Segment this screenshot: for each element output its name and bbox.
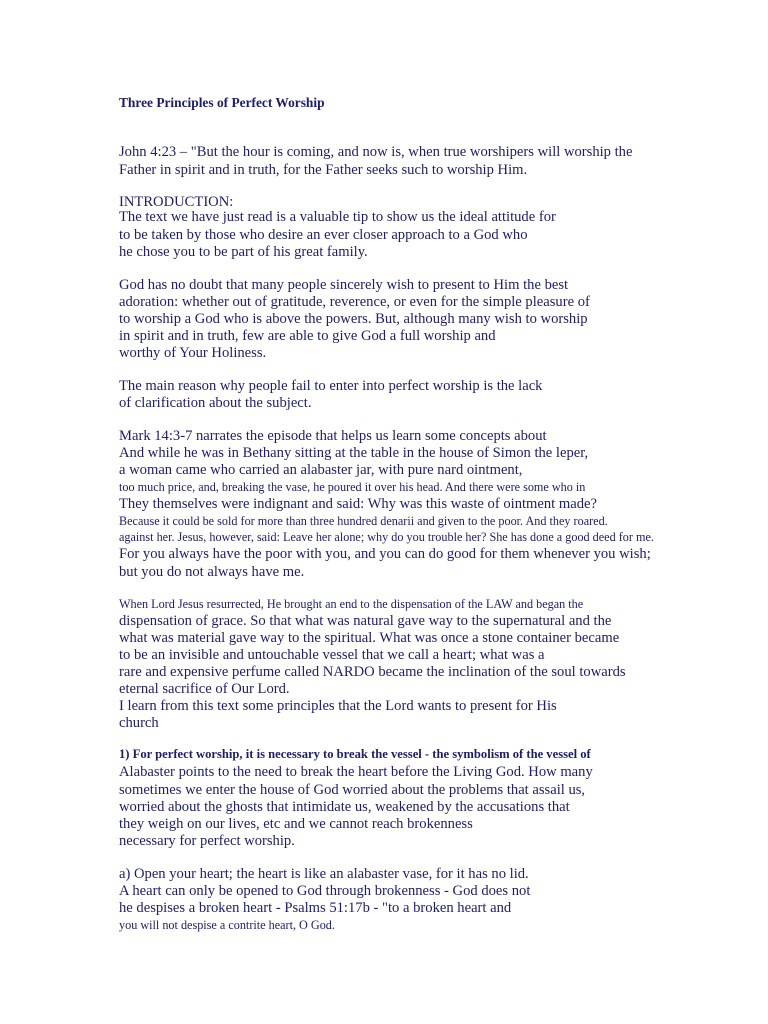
text-line: to be taken by those who desire an ever closer approach to a God who xyxy=(119,227,528,243)
text-line: For you always have the poor with you, and you can do good for them whenever you wish; xyxy=(119,546,651,562)
text-line: he despises a broken heart - Psalms 51:17b - "to a broken heart and xyxy=(119,900,512,916)
text-line: against her. Jesus, however, said: Leave her alone; why do you trouble her? She has done a good deed for me. xyxy=(119,530,654,544)
text-line: rare and expensive perfume called NARDO became the inclination of the soul towards xyxy=(119,664,626,680)
text-line: a) Open your heart; the heart is like an alabaster vase, for it has no lid. xyxy=(119,866,529,882)
text-line: worried about the ghosts that intimidate us, weakened by the accusations that xyxy=(119,799,570,815)
text-line: sometimes we enter the house of God worried about the problems that assail us, xyxy=(119,782,586,798)
text-line: Because it could be sold for more than three hundred denarii and given to the poor. And they roared. xyxy=(119,514,608,528)
text-line: John 4:23 – "But the hour is coming, and now is, when true worshipers will worship the xyxy=(119,144,633,160)
text-line: but you do not always have me. xyxy=(119,564,305,580)
text-line: Mark 14:3-7 narrates the episode that helps us learn some concepts about xyxy=(119,428,547,444)
text-line: too much price, and, breaking the vase, he poured it over his head. And there were some who in xyxy=(119,480,586,494)
principle-heading: 1) For perfect worship, it is necessary to break the vessel - the symbolism of the vessel of xyxy=(119,747,591,761)
text-line: necessary for perfect worship. xyxy=(119,833,295,849)
text-line: They themselves were indignant and said: Why was this waste of ointment made? xyxy=(119,496,597,512)
text-line: they weigh on our lives, etc and we cannot reach brokenness xyxy=(119,816,473,832)
text-line: eternal sacrifice of Our Lord. xyxy=(119,681,290,697)
text-line: to be an invisible and untouchable vessel that we call a heart; what was a xyxy=(119,647,545,663)
text-line: A heart can only be opened to God through brokenness - God does not xyxy=(119,883,531,899)
text-line: Father in spirit and in truth, for the Father seeks such to worship Him. xyxy=(119,162,528,178)
text-line: what was material gave way to the spiritual. What was once a stone container became xyxy=(119,630,620,646)
text-line: And while he was in Bethany sitting at the table in the house of Simon the leper, xyxy=(119,445,589,461)
text-line: he chose you to be part of his great family. xyxy=(119,244,368,260)
text-line: worthy of Your Holiness. xyxy=(119,345,267,361)
text-line: I learn from this text some principles that the Lord wants to present for His xyxy=(119,698,557,714)
text-line: of clarification about the subject. xyxy=(119,395,312,411)
text-line: you will not despise a contrite heart, O God. xyxy=(119,918,335,932)
text-line: Alabaster points to the need to break the heart before the Living God. How many xyxy=(119,764,593,780)
text-line: God has no doubt that many people sincerely wish to present to Him the best xyxy=(119,277,569,293)
text-line: in spirit and in truth, few are able to give God a full worship and xyxy=(119,328,496,344)
text-line: adoration: whether out of gratitude, reverence, or even for the simple pleasure of xyxy=(119,294,590,310)
document-title: Three Principles of Perfect Worship xyxy=(119,95,325,110)
text-line: dispensation of grace. So that what was natural gave way to the supernatural and the xyxy=(119,613,612,629)
text-line: The text we have just read is a valuable tip to show us the ideal attitude for xyxy=(119,209,556,225)
text-line: The main reason why people fail to enter into perfect worship is the lack xyxy=(119,378,543,394)
text-line: a woman came who carried an alabaster jar, with pure nard ointment, xyxy=(119,462,523,478)
text-line: to worship a God who is above the powers. But, although many wish to worship xyxy=(119,311,588,327)
text-line: When Lord Jesus resurrected, He brought an end to the dispensation of the LAW and began the xyxy=(119,597,584,611)
text-line: church xyxy=(119,715,159,731)
section-heading: INTRODUCTION: xyxy=(119,194,234,210)
